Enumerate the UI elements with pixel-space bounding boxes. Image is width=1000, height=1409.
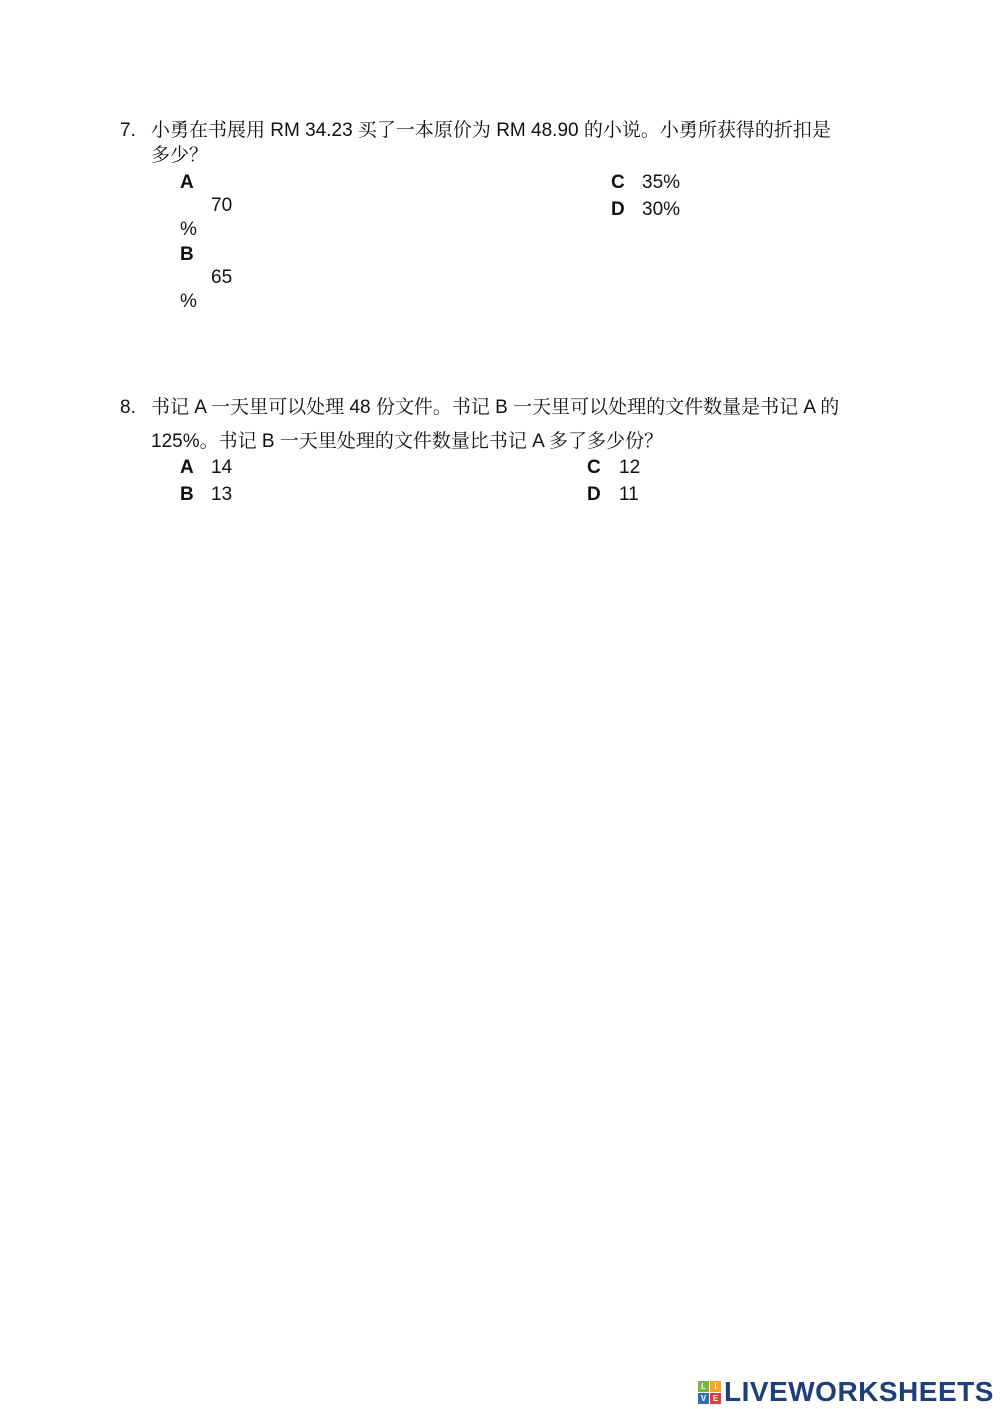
q8-option-c-value[interactable]: 12 — [619, 457, 641, 478]
liveworksheets-logo — [698, 1376, 994, 1408]
question-7-text-line1: 小勇在书展用 RM 34.23 买了一本原价为 RM 48.90 的小说。小勇所获得的折扣是 — [151, 120, 831, 141]
q7-option-a-letter[interactable]: A — [180, 172, 194, 193]
q8-option-d-letter[interactable]: D — [587, 484, 601, 505]
q7-option-b-letter[interactable]: B — [180, 244, 194, 265]
question-8-text-line1: 书记 A 一天里可以处理 48 份文件。书记 B 一天里可以处理的文件数量是书记 A 的 — [151, 397, 840, 418]
q8-option-b-value[interactable]: 13 — [211, 484, 233, 505]
q7-option-d-letter[interactable]: D — [611, 199, 625, 220]
q8-option-c-letter[interactable]: C — [587, 457, 601, 478]
question-8-number: 8. — [120, 397, 136, 418]
logo-text: LIVEWORKSHEETS — [724, 1376, 994, 1407]
q8-option-a-value[interactable]: 14 — [211, 457, 233, 478]
question-7-number: 7. — [120, 120, 136, 141]
q7-option-c-letter[interactable]: C — [611, 172, 625, 193]
q7-option-a-percent: % — [180, 219, 197, 240]
question-7-text-line2: 多少？ — [151, 145, 209, 166]
question-8-text-line2: 125%。书记 B 一天里处理的文件数量比书记 A 多了多少份？ — [151, 431, 664, 452]
q7-option-b-percent: % — [180, 291, 197, 312]
q8-option-d-value[interactable]: 11 — [619, 484, 639, 505]
q7-option-a-value[interactable]: 70 — [211, 195, 233, 216]
q8-option-a-letter[interactable]: A — [180, 457, 194, 478]
q8-option-b-letter[interactable]: B — [180, 484, 194, 505]
q7-option-b-value[interactable]: 65 — [211, 267, 233, 288]
q7-option-c-value[interactable]: 35% — [642, 172, 681, 193]
logo-tiles-icon: L I V E — [698, 1381, 721, 1404]
q7-option-d-value[interactable]: 30% — [642, 199, 681, 220]
